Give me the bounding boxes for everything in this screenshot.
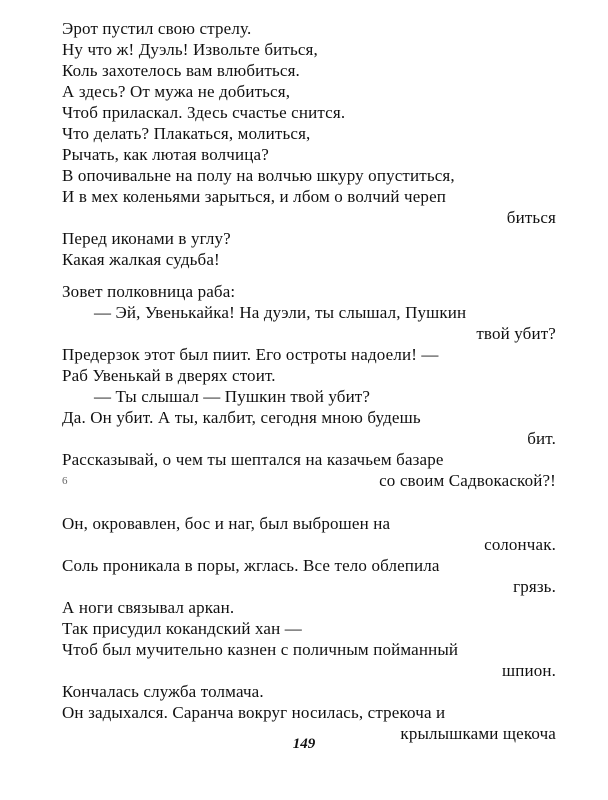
text-line: А ноги связывал аркан.	[62, 598, 235, 617]
text-line-continuation: крылышками щекоча	[400, 724, 556, 743]
text-line: Зовет полковница раба:	[62, 282, 236, 301]
text-line-continuation: биться	[506, 208, 556, 227]
text-line: Он, окровавлен, бос и наг, был выброшен на	[62, 514, 391, 533]
text-line: Да. Он убит. А ты, калбит, сегодня мною будешь	[62, 408, 421, 427]
text-line: Перед иконами в углу?	[62, 229, 231, 248]
text-line: Так присудил кокандский хан —	[62, 619, 302, 638]
text-line: Коль захотелось вам влюбиться.	[62, 61, 300, 80]
text-line: Чтоб приласкал. Здесь счастье снится.	[62, 103, 346, 122]
text-line: Соль проникала в поры, жглась. Все тело облепила	[62, 556, 440, 575]
text-line: Что делать? Плакаться, молиться,	[62, 124, 311, 143]
text-line: Какая жалкая судьба!	[62, 250, 220, 269]
text-line: — Ты слышал — Пушкин твой убит?	[94, 387, 371, 406]
text-line: Он задыхался. Саранча вокруг носилась, стрекоча и	[62, 703, 446, 722]
text-line: Ну что ж! Дуэль! Извольте биться,	[62, 40, 318, 59]
text-line: В опочивальне на полу на волчью шкуру опуститься,	[62, 166, 455, 185]
text-line: И в мех коленьями зарыться, и лбом о волчий череп	[62, 187, 447, 206]
page-number: 149	[292, 736, 316, 752]
text-line: Кончалась служба толмача.	[62, 682, 264, 701]
text-line-continuation: грязь.	[513, 577, 556, 596]
text-line: Рассказывай, о чем ты шептался на казачьем базаре	[62, 450, 444, 469]
text-line-continuation: бит.	[527, 429, 556, 448]
section-mark: 6	[62, 475, 68, 487]
text-line: Эрот пустил свою стрелу.	[62, 19, 252, 38]
text-line: А здесь? От мужа не добиться,	[62, 82, 291, 101]
text-line: — Эй, Увенькайка! На дуэли, ты слышал, Пушкин	[94, 303, 467, 322]
text-line: Раб Увенькай в дверях стоит.	[62, 366, 276, 385]
text-line-continuation: со своим Садвокаской?!	[379, 471, 556, 490]
text-line-continuation: шпион.	[501, 661, 556, 680]
text-line: Рычать, как лютая волчица?	[62, 145, 269, 164]
text-line: Чтоб был мучительно казнен с поличным пойманный	[62, 640, 459, 659]
text-line-continuation: солончак.	[484, 535, 556, 554]
text-line-continuation: твой убит?	[476, 324, 556, 343]
text-line: Предерзок этот был пиит. Его остроты надоели! —	[62, 345, 439, 364]
